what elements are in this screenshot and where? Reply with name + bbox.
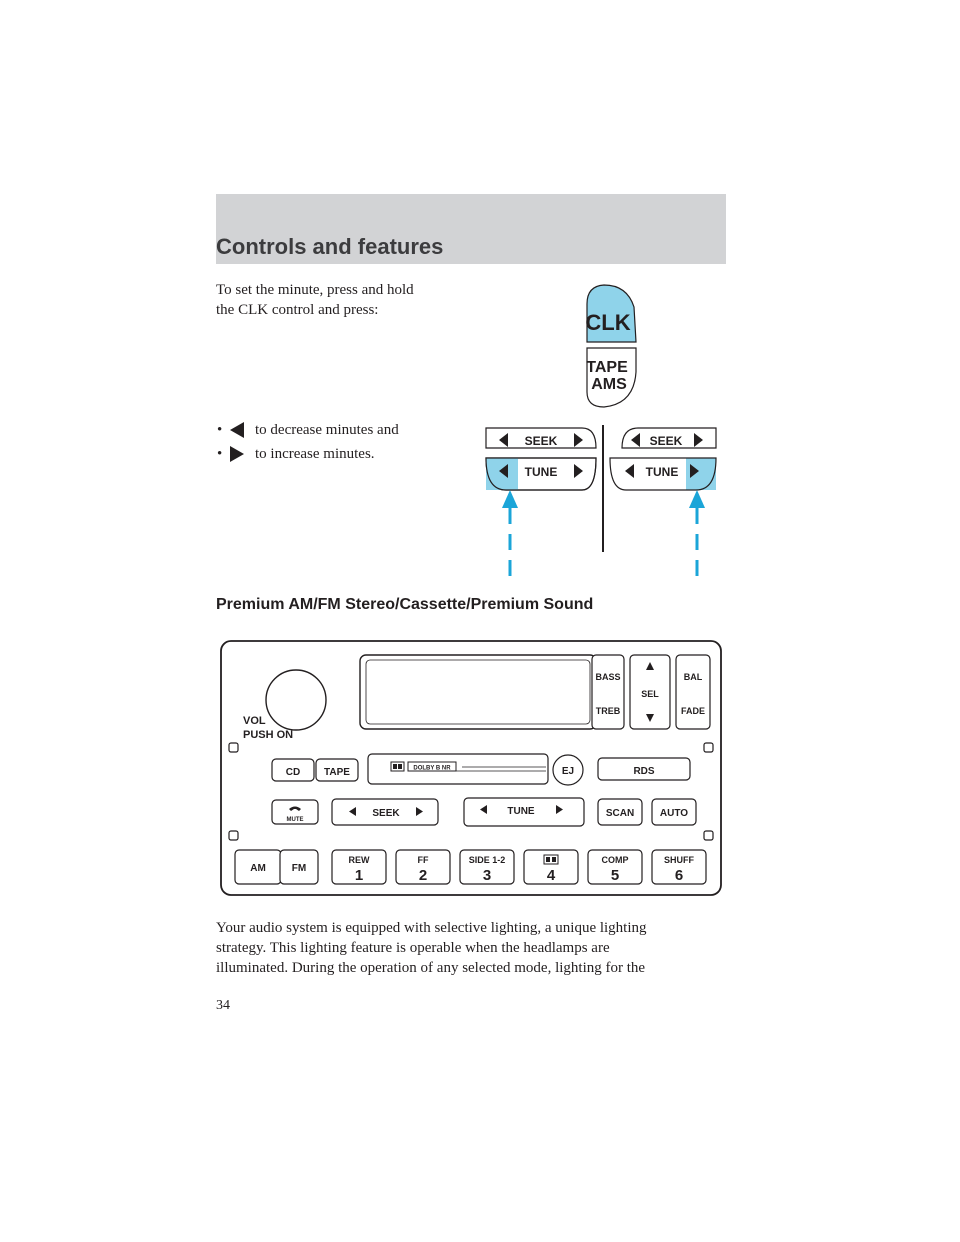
volume-knob[interactable] bbox=[266, 670, 326, 730]
clk-label: CLK bbox=[585, 310, 631, 335]
tape-button-label: TAPE bbox=[324, 767, 350, 778]
bullet-increase: • to increase minutes. bbox=[217, 446, 375, 462]
intro-line-2: the CLK control and press: bbox=[216, 302, 379, 318]
preset-2[interactable] bbox=[396, 850, 450, 884]
bass-label: BASS bbox=[595, 672, 621, 682]
dolby-icon bbox=[544, 855, 558, 864]
dolby-label: DOLBY B NR bbox=[413, 765, 451, 772]
bullet-increase-text: to increase minutes. bbox=[255, 446, 375, 462]
preset-4[interactable] bbox=[524, 850, 578, 884]
treb-label: TREB bbox=[595, 706, 621, 716]
bal-fade-button[interactable] bbox=[676, 655, 710, 729]
intro-line-1: To set the minute, press and hold bbox=[216, 282, 414, 298]
preset-3[interactable] bbox=[460, 850, 514, 884]
bass-treb-button[interactable] bbox=[592, 655, 624, 729]
preset-2-number: 2 bbox=[418, 867, 428, 884]
preset-6[interactable] bbox=[652, 850, 706, 884]
paragraph-line-3: illuminated. During the operation of any selected mode, lighting for the bbox=[216, 960, 646, 976]
scan-label: SCAN bbox=[605, 808, 635, 819]
page-number: 34 bbox=[216, 998, 230, 1013]
preset-5[interactable] bbox=[588, 850, 642, 884]
vol-label: VOL bbox=[243, 715, 266, 727]
tune-left-arrow-icon-2 bbox=[625, 464, 634, 478]
right-arrow-icon bbox=[229, 445, 245, 463]
mute-label: MUTE bbox=[286, 817, 304, 823]
preset-6-number: 6 bbox=[674, 867, 684, 884]
paragraph-line-1: Your audio system is equipped with selective lighting, a unique lighting bbox=[216, 920, 647, 936]
tune-left-highlight bbox=[486, 458, 518, 490]
preset-3-number: 3 bbox=[482, 867, 492, 884]
seek-button-label: SEEK bbox=[372, 808, 400, 819]
preset-2-label: FF bbox=[417, 855, 429, 865]
sel-label: SEL bbox=[641, 689, 659, 699]
bal-label: BAL bbox=[683, 672, 703, 682]
preset-6-label: SHUFF bbox=[664, 855, 694, 865]
seek-tune-illustration bbox=[470, 420, 730, 590]
bullet-decrease-text: to decrease minutes and bbox=[255, 422, 399, 438]
indicator-left bbox=[502, 490, 518, 580]
tune-button-label: TUNE bbox=[507, 806, 535, 817]
section-header bbox=[216, 194, 726, 264]
radio-faceplate bbox=[218, 638, 724, 898]
preset-5-number: 5 bbox=[610, 867, 620, 884]
fm-label: FM bbox=[291, 863, 307, 874]
seek-label-2: SEEK bbox=[649, 434, 683, 448]
am-label: AM bbox=[250, 863, 266, 874]
tape-label: TAPE bbox=[586, 359, 628, 376]
seek-tune-left-group bbox=[486, 428, 596, 490]
preset-4-number: 4 bbox=[546, 867, 556, 884]
lighting-paragraph bbox=[216, 918, 726, 978]
bullet-decrease: • to decrease minutes and bbox=[217, 422, 399, 438]
seek-tune-right-group bbox=[610, 428, 716, 490]
auto-label: AUTO bbox=[659, 808, 689, 819]
page-title: Controls and features bbox=[216, 234, 444, 259]
tune-label-2: TUNE bbox=[645, 465, 679, 479]
left-arrow-icon bbox=[229, 421, 245, 439]
ams-label: AMS bbox=[591, 376, 627, 393]
preset-1-label: REW bbox=[348, 855, 370, 865]
clk-tape-ams-illustration bbox=[582, 282, 642, 410]
ej-label: EJ bbox=[561, 766, 575, 777]
cd-label: CD bbox=[285, 767, 301, 778]
preset-3-label: SIDE 1-2 bbox=[468, 855, 506, 865]
tune-label: TUNE bbox=[524, 465, 558, 479]
seek-label: SEEK bbox=[524, 434, 558, 448]
paragraph-line-2: strategy. This lighting feature is operable when the headlamps are bbox=[216, 940, 610, 956]
preset-1-number: 1 bbox=[354, 867, 364, 884]
intro-text bbox=[216, 280, 414, 320]
section-title: Premium AM/FM Stereo/Cassette/Premium Sound bbox=[216, 596, 594, 613]
push-on-label: PUSH ON bbox=[243, 729, 294, 741]
rds-label: RDS bbox=[633, 766, 655, 777]
fade-label: FADE bbox=[680, 706, 706, 716]
display-window bbox=[360, 655, 596, 729]
preset-5-label: COMP bbox=[601, 855, 629, 865]
indicator-right bbox=[689, 490, 705, 580]
preset-1[interactable] bbox=[332, 850, 386, 884]
